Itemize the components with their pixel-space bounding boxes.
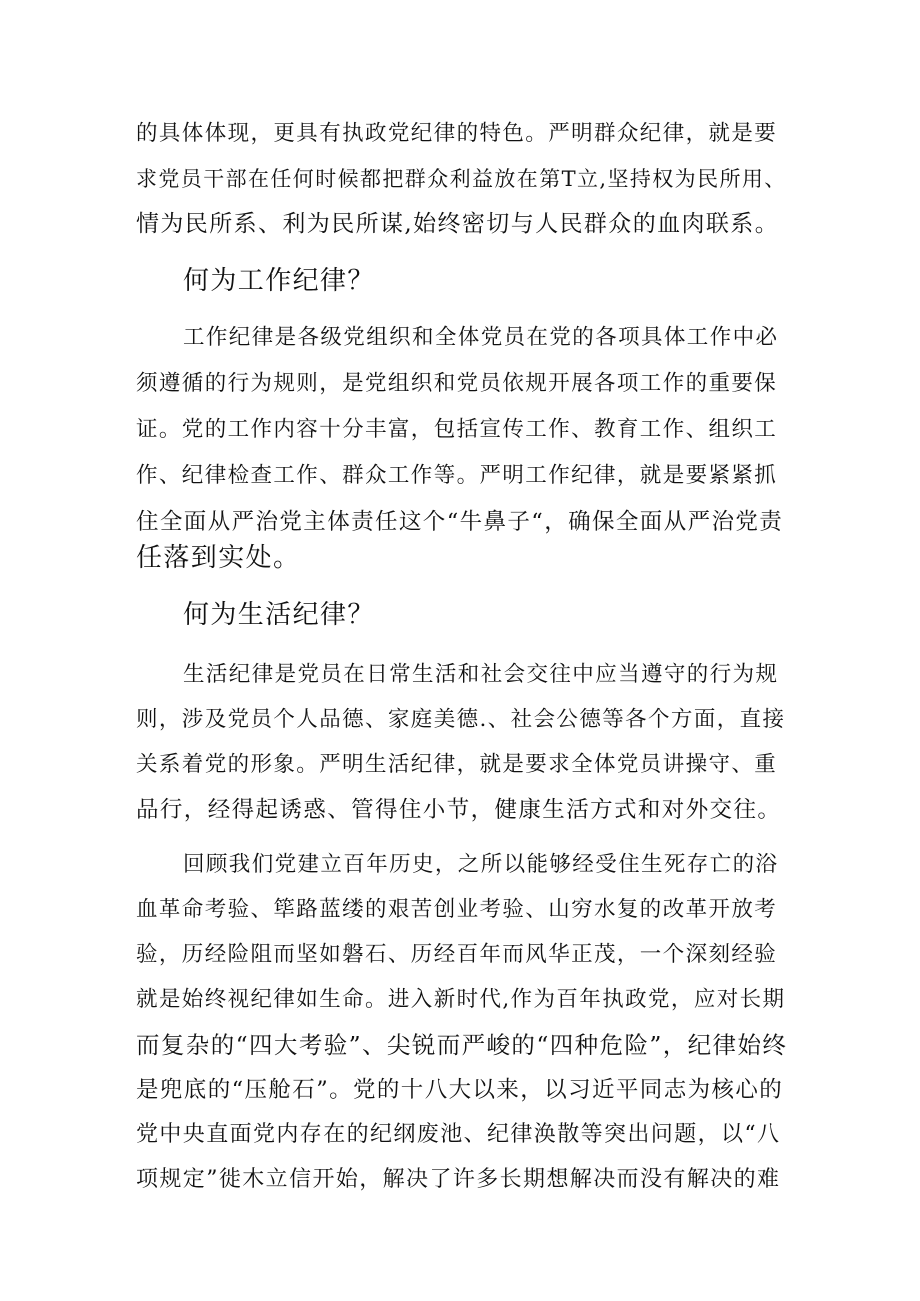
paragraph-line: 就是始终视纪律如生命。进入新时代,作为百年执政党，应对长期 xyxy=(136,987,786,1012)
paragraph-line: 求党员干部在任何时候都把群众利益放在第T立,坚持权为民所用、 xyxy=(136,167,787,191)
paragraph-line: 作、纪律检查工作、群众工作等。严明工作纪律，就是要紧紧抓 xyxy=(136,463,778,488)
paragraph-line: 关系着党的形象。严明生活纪律，就是要求全体党员讲操守、重 xyxy=(136,752,778,777)
paragraph-line: 情为民所系、利为民所谋,始终密切与人民群众的血肉联系。 xyxy=(136,211,780,237)
paragraph-line: 任落到实处。 xyxy=(136,543,301,573)
paragraph-line: 是兜底的“压舱石”。党的十八大以来，以习近平同志为核心的 xyxy=(136,1077,784,1103)
paragraph-line: 党中央直面党内存在的纪纲废池、纪律涣散等突出问题，以“八 xyxy=(136,1122,781,1147)
paragraph-line: 品行，经得起诱惑、管得住小节，健康生活方式和对外交往。 xyxy=(136,797,782,823)
paragraph-line: 工作纪律是各级党组织和全体党员在党的各项具体工作中必 xyxy=(183,325,779,350)
paragraph-line: 生活纪律是党员在日常生活和社会交往中应当遵守的行为规 xyxy=(183,662,779,687)
paragraph-line: 而复杂的“四大考验”、尖锐而严峻的“四种危险”，纪律始终 xyxy=(136,1031,788,1059)
paragraph-line: 则，涉及党员个人品德、家庭美德.、社会公德等各个方面，直接 xyxy=(136,707,786,732)
paragraph-line: 回顾我们党建立百年历史，之所以能够经受住生死存亡的浴 xyxy=(183,852,779,877)
paragraph-line: 须遵循的行为规则，是党组织和党员依规开展各项工作的重要保 xyxy=(136,371,778,396)
paragraph-line: 血革命考验、筚路蓝缕的艰苦创业考验、山穷水复的改革开放考 xyxy=(136,897,778,922)
paragraph-line: 验，历经险阻而坚如磐石、历经百年而风华正茂，一个深刻经验 xyxy=(136,942,778,967)
paragraph-line: 的具体体现，更具有执政党纪律的特色。严明群众纪律，就是要 xyxy=(136,121,778,146)
paragraph-line: 证。党的工作内容十分丰富，包括宣传工作、教育工作、组织工 xyxy=(136,417,778,442)
section-heading: 何为工作纪律？ xyxy=(183,266,375,296)
paragraph-line: 项规定”徙木立信开始，解决了许多长期想解决而没有解决的难 xyxy=(136,1167,781,1192)
paragraph-line: 住全面从严治党主体责任这个“牛鼻子“，确保全面从严治党责 xyxy=(136,509,784,535)
section-heading: 何为生活纪律？ xyxy=(183,600,375,630)
